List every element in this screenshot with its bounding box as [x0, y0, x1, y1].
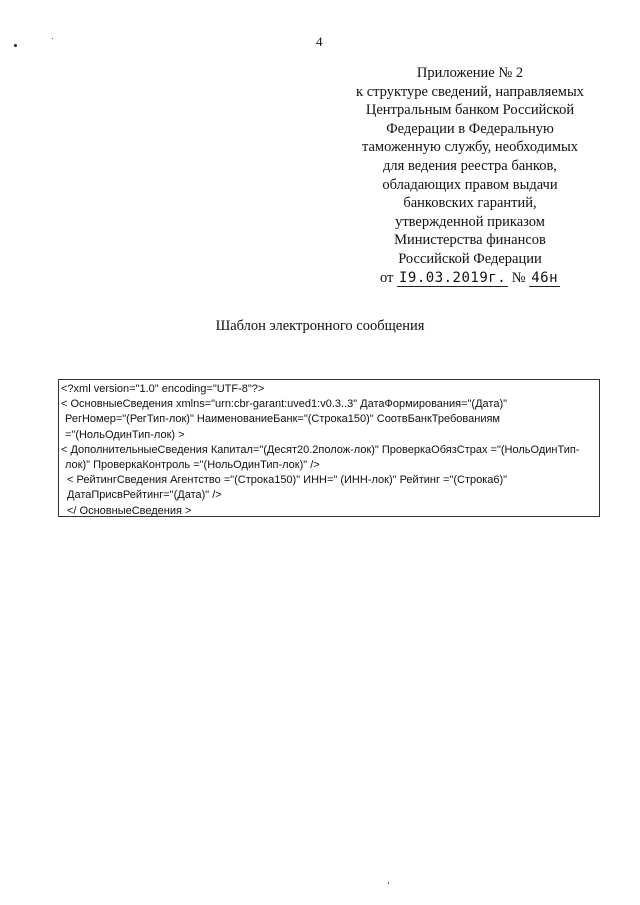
- appendix-line: таможенную службу, необходимых: [361, 139, 579, 156]
- xml-template-box: [58, 379, 600, 517]
- page-number: 4: [316, 34, 323, 49]
- appendix-line: Министерства финансов: [394, 232, 546, 249]
- xml-line: < РейтингСведения Агентство ="(Строка150)" ИНН=" (ИНН-лок)" Рейтинг ="(Строка6)": [67, 474, 508, 487]
- xml-line: <?xml version="1.0" encoding="UTF-8"?>: [61, 383, 265, 395]
- scan-speck: [52, 38, 53, 39]
- order-date: I9.03.2019г.: [398, 269, 507, 286]
- appendix-line: Федерации в Федеральную: [386, 120, 554, 137]
- xml-line: лок)" ПроверкаКонтроль ="(НольОдинТип-лок)" />: [65, 459, 320, 472]
- scan-speck: [14, 44, 17, 47]
- appendix-line: обладающих правом выдачи: [382, 176, 558, 193]
- xml-line: </ ОсновныеСведения >: [67, 504, 192, 517]
- order-number-label: №: [511, 269, 526, 286]
- appendix-line: для ведения реестра банков,: [383, 157, 557, 174]
- appendix-title: Приложение № 2: [416, 65, 524, 81]
- order-prefix: от: [379, 269, 394, 286]
- order-line: [340, 269, 600, 288]
- appendix-line: Центральным банком Российской: [365, 102, 575, 119]
- xml-line: < ДополнительныеСведения Капитал="(Десят20.2полож-лок)" ПроверкаОбязСтрах ="(НольОдинТип-: [61, 443, 580, 456]
- xml-line: ="(НольОдинТип-лок) >: [65, 428, 185, 441]
- appendix-line: банковских гарантий,: [403, 195, 537, 212]
- appendix-header: [340, 64, 600, 287]
- template-title: Шаблон электронного сообщения: [215, 318, 425, 334]
- xml-line: ДатаПрисвРейтинг="(Дата)" />: [67, 489, 222, 502]
- appendix-line: Российской Федерации: [398, 250, 542, 267]
- appendix-line: к структуре сведений, направляемых: [356, 83, 584, 100]
- xml-line: РегНомер="(РегТип-лок)" НаименованиеБанк="(Строка150)" СоотвБанкТребованиям: [65, 413, 500, 426]
- scan-speck: [388, 882, 389, 884]
- order-number: 46н: [531, 269, 559, 286]
- appendix-line: утвержденной приказом: [395, 213, 545, 230]
- xml-line: < ОсновныеСведения xmlns="urn:cbr-garant:uved1:v0.3..3" ДатаФормирования="(Дата)": [61, 398, 508, 411]
